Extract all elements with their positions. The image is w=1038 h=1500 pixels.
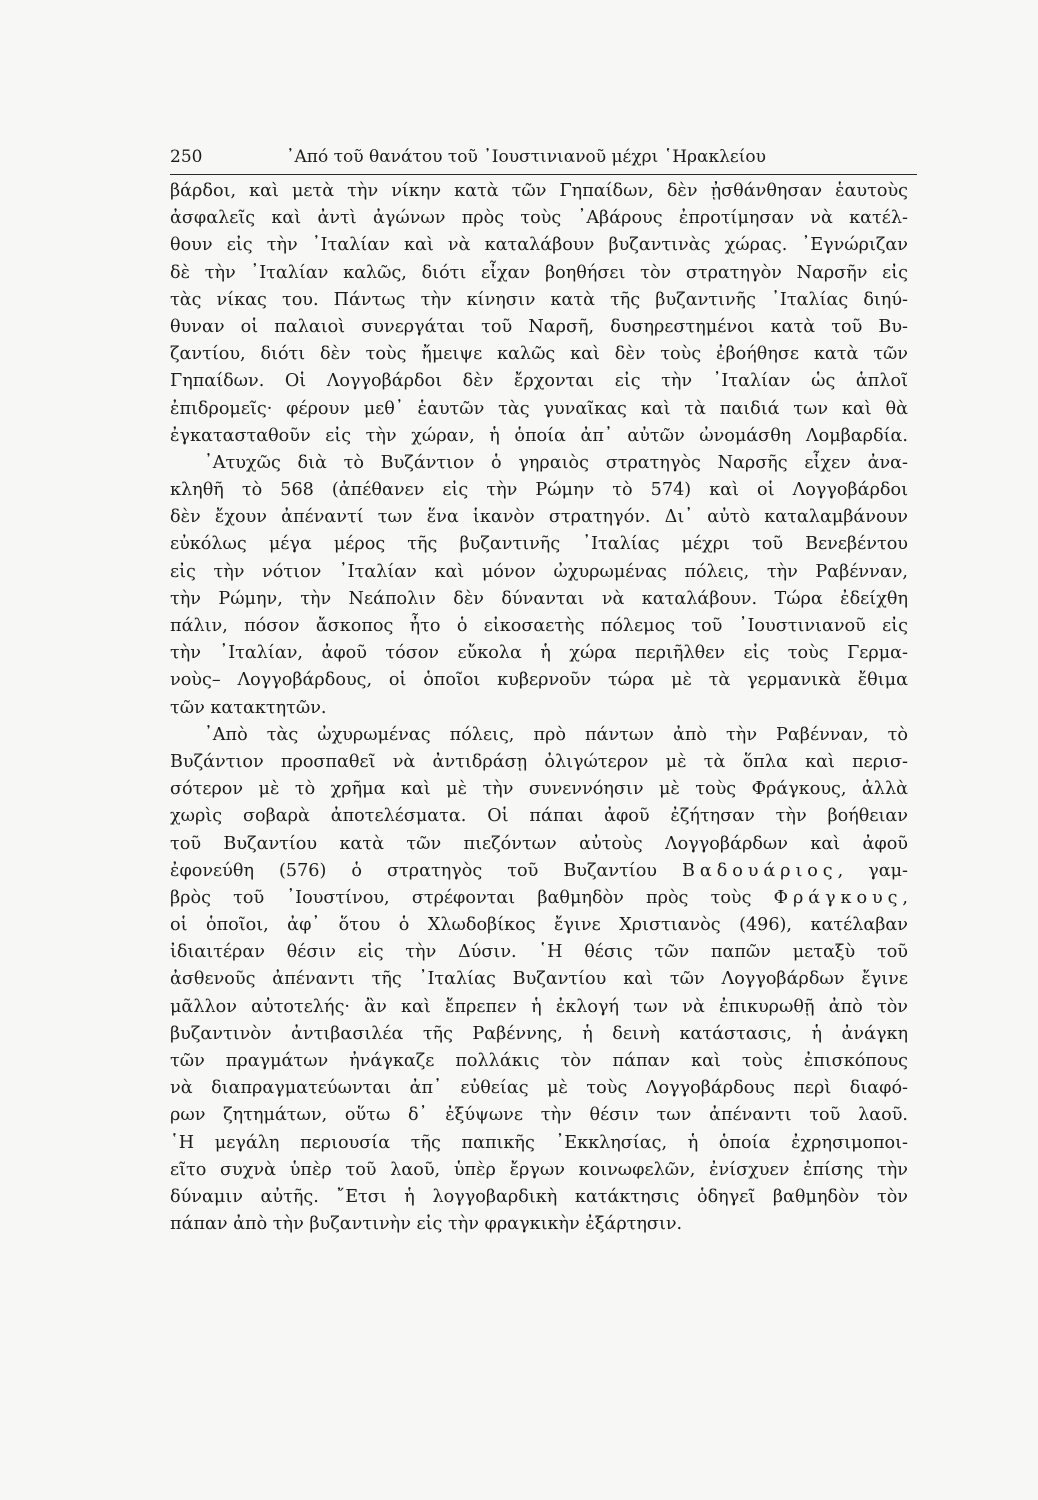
text-segment: ,: [902, 887, 908, 908]
text-line: θουν εἰς τὴν ᾿Ιταλίαν καὶ νὰ καταλάβουν βυζαντινὰς χώρας. ᾿Εγνώριζαν: [170, 235, 908, 256]
text-line: ἀσφαλεῖς καὶ ἀντὶ ἀγώνων πρὸς τοὺς ᾿Αβάρους ἐπροτίμησαν νὰ κατέλ-: [170, 208, 908, 229]
spaced-name: Φράγκους: [773, 887, 903, 908]
text-line: εἰς τὴν νότιον ᾿Ιταλίαν καὶ μόνον ὠχυρωμένας πόλεις, τὴν Ραβένναν,: [170, 561, 908, 582]
text-line: δὲν ἔχουν ἀπέναντί των ἕνα ἱκανὸν στρατηγόν. Δι᾿ αὐτὸ καταλαμβάνουν: [170, 507, 908, 528]
text-line: ἐγκατασταθοῦν εἰς τὴν χώραν, ἡ ὁποία ἀπ᾿ αὐτῶν ὠνομάσθη Λομβαρδία.: [170, 425, 908, 446]
text-line: τὴν ᾿Ιταλίαν, ἀφοῦ τόσον εὔκολα ἡ χώρα περιῆλθεν εἰς τοὺς Γερμα-: [170, 643, 908, 664]
text-line: Γηπαίδων. Οἱ Λογγοβάρδοι δὲν ἔρχονται εἰς τὴν ᾿Ιταλίαν ὡς ἁπλοῖ: [170, 371, 908, 392]
text-line: τὴν Ρώμην, τὴν Νεάπολιν δὲν δύνανται νὰ καταλάβουν. Τώρα ἐδείχθη: [170, 588, 908, 609]
text-line: [170, 885, 908, 912]
page-number: 250: [170, 147, 203, 167]
text-line: ᾿Ατυχῶς διὰ τὸ Βυζάντιον ὁ γηραιὸς στρατηγὸς Ναρσῆς εἶχεν ἀνα-: [204, 452, 908, 473]
text-line: κληθῆ τὸ 568 (ἀπέθανεν εἰς τὴν Ρώμην τὸ 574) καὶ οἱ Λογγοβάρδοι: [170, 480, 908, 501]
text-line: τὰς νίκας του. Πάντως τὴν κίνησιν κατὰ τῆς βυζαντινῆς ᾿Ιταλίας διηύ-: [170, 289, 908, 310]
text-segment: , γαμ-: [837, 860, 909, 881]
text-line: δύναμιν αὐτῆς. ῎Ετσι ἡ λογγοβαρδικὴ κατάκτησις ὁδηγεῖ βαθμηδὸν τὸν: [170, 1186, 908, 1207]
text-line: νοὺς– Λογγοβάρδους, οἱ ὁποῖοι κυβερνοῦν τώρα μὲ τὰ γερμανικὰ ἔθιμα: [170, 670, 908, 691]
text-line: ρων ζητημάτων, οὕτω δ᾿ ἐξύψωνε τὴν θέσιν των ἀπέναντι τοῦ λαοῦ.: [170, 1105, 908, 1126]
text-line: βυζαντινὸν ἀντιβασιλέα τῆς Ραβέννης, ἡ δεινὴ κατάστασις, ἡ ἀνάγκη: [170, 1023, 908, 1044]
text-segment: βρὸς τοῦ ᾿Ιουστίνου, στρέφονται βαθμηδὸν πρὸς τοὺς: [170, 887, 752, 908]
text-line: ζαντίου, διότι δὲν τοὺς ἤμειψε καλῶς καὶ δὲν τοὺς ἐβοήθησε κατὰ τῶν: [170, 344, 908, 365]
text-line: τοῦ Βυζαντίου κατὰ τῶν πιεζόντων αὐτοὺς Λογγοβάρδων καὶ ἀφοῦ: [170, 833, 908, 854]
text-line: ᾿Απὸ τὰς ὠχυρωμένας πόλεις, πρὸ πάντων ἀπὸ τὴν Ραβένναν, τὸ: [204, 724, 908, 745]
text-line: σότερον μὲ τὸ χρῆμα καὶ μὲ τὴν συνεννόησιν μὲ τοὺς Φράγκους, ἀλλὰ: [170, 779, 908, 800]
running-head: [170, 145, 918, 173]
text-line: χωρὶς σοβαρὰ ἀποτελέσματα. Οἱ πάπαι ἀφοῦ ἐζήτησαν τὴν βοήθειαν: [170, 806, 908, 827]
text-line: ἰδιαιτέραν θέσιν εἰς τὴν Δύσιν. ῾Η θέσις τῶν παπῶν μεταξὺ τοῦ: [170, 942, 908, 963]
text-line: τῶν πραγμάτων ἠνάγκαζε πολλάκις τὸν πάπαν καὶ τοὺς ἐπισκόπους: [170, 1051, 908, 1071]
text-line: ἀσθενοῦς ἀπέναντι τῆς ᾿Ιταλίας Βυζαντίου καὶ τῶν Λογγοβάρδων ἔγινε: [170, 969, 908, 990]
text-line: δὲ τὴν ᾿Ιταλίαν καλῶς, διότι εἶχαν βοηθήσει τὸν στρατηγὸν Ναρσῆν εἰς: [170, 262, 908, 283]
text-line: θυναν οἱ παλαιοὶ συνεργάται τοῦ Ναρσῆ, δυσηρεστημένοι κατὰ τοῦ Βυ-: [170, 316, 908, 337]
text-line: ῾Η μεγάλη περιουσία τῆς παπικῆς ᾿Εκκλησίας, ἡ ὁποία ἐχρησιμοποι-: [170, 1132, 908, 1153]
header-rule: [170, 174, 917, 175]
running-title: ᾿Από τοῦ θανάτου τοῦ ᾿Ιουστινιανοῦ μέχρι ῾Ηρακλείου: [286, 147, 766, 167]
text-line: μᾶλλον αὐτοτελής· ἂν καὶ ἔπρεπεν ἡ ἐκλογή των νὰ ἐπικυρωθῇ ἀπὸ τὸν: [170, 996, 908, 1017]
text-line: οἱ ὁποῖοι, ἀφ᾿ ὅτου ὁ Χλωδοβίκος ἔγινε Χριστιανὸς (496), κατέλαβαν: [170, 915, 908, 936]
text-line: εὐκόλως μέγα μέρος τῆς βυζαντινῆς ᾿Ιταλίας μέχρι τοῦ Βενεβέντου: [170, 534, 908, 555]
text-line: [170, 858, 908, 885]
text-line: εῖτο συχνὰ ὑπὲρ τοῦ λαοῦ, ὑπὲρ ἔργων κοινωφελῶν, ἐνίσχυεν ἐπίσης τὴν: [170, 1159, 908, 1180]
text-line: νὰ διαπραγματεύωνται ἀπ᾿ εὐθείας μὲ τοὺς Λογγοβάρδους περὶ διαφό-: [170, 1078, 908, 1099]
text-line: τῶν κατακτητῶν.: [170, 697, 327, 718]
text-line: βάρδοι, καὶ μετὰ τὴν νίκην κατὰ τῶν Γηπαίδων, δὲν ᾐσθάνθησαν ἑαυτοὺς: [170, 181, 908, 201]
body-text: [170, 178, 908, 1238]
text-line: πάπαν ἀπὸ τὴν βυζαντινὴν εἰς τὴν φραγκικὴν ἐξάρτησιν.: [170, 1214, 683, 1235]
text-line: πάλιν, πόσον ἄσκοπος ἦτο ὁ εἰκοσαετὴς πόλεμος τοῦ ᾿Ιουστινιανοῦ εἰς: [170, 616, 908, 636]
text-segment: ἐφονεύθη (576) ὁ στρατηγὸς τοῦ Βυζαντίου: [170, 860, 657, 881]
spaced-name: Βαδουάριος: [682, 860, 838, 881]
text-line: Βυζάντιον προσπαθεῖ νὰ ἀντιδράσῃ ὀλιγώτερον μὲ τὰ ὅπλα καὶ περισ-: [170, 751, 908, 772]
text-line: ἐπιδρομεῖς· φέρουν μεθ᾿ ἑαυτῶν τὰς γυναῖκας καὶ τὰ παιδιά των καὶ θὰ: [170, 398, 908, 419]
